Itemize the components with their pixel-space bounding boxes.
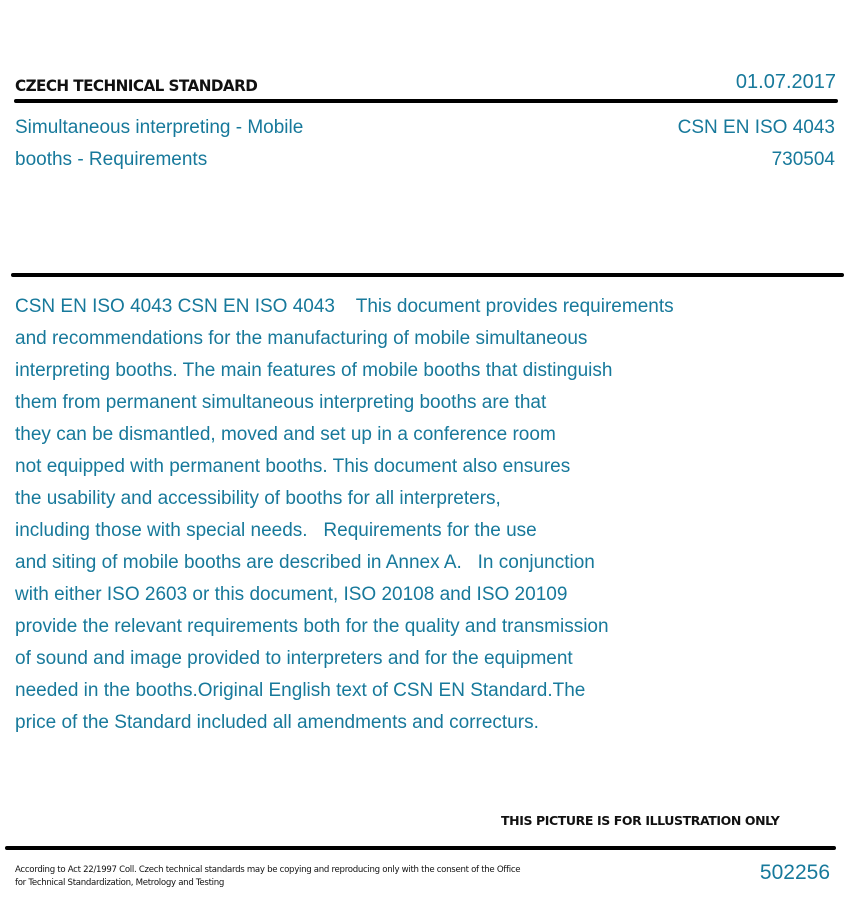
catalog-code: 502256 — [759, 861, 830, 884]
abstract-line: needed in the booths.Original English text of CSN EN Standard.The — [15, 680, 586, 701]
publication-date: 01.07.2017 — [735, 71, 836, 93]
legal-notice — [15, 864, 520, 890]
standard-title-line-2: booths - Requirements — [15, 149, 208, 170]
header-divider — [14, 99, 838, 103]
standard-number: CSN EN ISO 4043 — [677, 117, 835, 138]
abstract-line: the usability and accessibility of booths for all interpreters, — [15, 488, 501, 509]
abstract-line: CSN EN ISO 4043 CSN EN ISO 4043 This document provides requirements — [15, 296, 674, 317]
legal-line: According to Act 22/1997 Coll. Czech technical standards may be copying and reproducing only with the consent of the Office — [15, 865, 521, 875]
document-type-label: CZECH TECHNICAL STANDARD — [15, 76, 258, 95]
legal-line: for Technical Standardization, Metrology and Testing — [15, 878, 225, 888]
standard-title-line-1: Simultaneous interpreting - Mobile — [15, 117, 304, 138]
abstract-line: with either ISO 2603 or this document, ISO 20108 and ISO 20109 — [15, 584, 568, 605]
abstract-line: of sound and image provided to interpreters and for the equipment — [15, 648, 573, 669]
abstract-text — [15, 291, 674, 739]
title-divider — [11, 273, 844, 277]
abstract-line: them from permanent simultaneous interpreting booths are that — [15, 392, 547, 413]
abstract-line: interpreting booths. The main features of mobile booths that distinguish — [15, 360, 613, 381]
abstract-line: provide the relevant requirements both for the quality and transmission — [15, 616, 609, 637]
abstract-line: including those with special needs. Requirements for the use — [15, 520, 537, 541]
abstract-line: they can be dismantled, moved and set up in a conference room — [15, 424, 556, 445]
abstract-line: not equipped with permanent booths. This document also ensures — [15, 456, 571, 477]
abstract-line: price of the Standard included all amendments and correcturs. — [15, 712, 539, 733]
abstract-line: and recommendations for the manufacturing of mobile simultaneous — [15, 328, 588, 349]
illustration-note: THIS PICTURE IS FOR ILLUSTRATION ONLY — [501, 813, 780, 828]
class-code: 730504 — [771, 149, 835, 170]
footer-divider — [5, 846, 836, 850]
abstract-line: and siting of mobile booths are described in Annex A. In conjunction — [15, 552, 595, 573]
